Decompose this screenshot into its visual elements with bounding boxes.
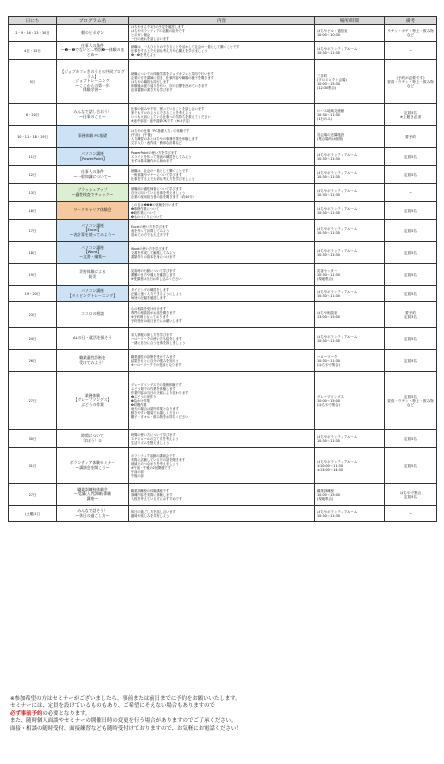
row-date: 13日 [9,184,57,202]
header-date: 日にち [9,17,57,25]
footer-warning: 必ず事前予約 [10,710,43,717]
content-line: 帽子・タオル・飲み物をお持ちください [131,414,189,419]
content-line: 生活リズムを整えましょう [131,440,170,445]
content-line: ※ハローワークでの受診となります [131,362,182,367]
row-program: パソコン講座 【Excel】 〜表計算を使ってみよう〜 [57,220,129,242]
content-line: 仕事をする上で大切な考え方や心構えを学びましょう [131,48,208,53]
row-program: 仕事人の条件 〜一般知識について〜 [57,166,129,184]
venue-line: (1日のみ) [317,116,332,121]
table-row [9,220,437,242]
content-line: ❷袋かけ作業 [131,398,150,403]
table-row [9,184,437,202]
venue-line: 10:30〜11:30 [317,112,340,117]
row-content [129,350,315,372]
row-content [129,42,315,60]
row-program: 事務体験 PC基礎 [57,126,129,148]
venue-line: はちやボランティアルーム [317,188,358,193]
venue-line: (はちやで集合) [317,362,340,367]
content-line: 一緒に自分に合う仕事を探しましょう [131,340,186,345]
row-note: 定員5名 [385,166,437,184]
row-program: みんなで話し合おう！ 〜仕事のこと〜 [57,104,129,126]
row-program: 仕事人の条件 〜❶ー❷でないと…特別❸〜体験のまとめ〜 [57,42,129,60]
schedule-sheet [8,16,436,522]
row-venue [315,60,385,104]
row-note: 定員5名 [385,350,437,372]
row-program: ボランティア体験セミナー 〜講演会を聞こう〜 [57,448,129,484]
table-row [9,166,437,184]
content-line: (午前) (午後) [131,132,152,137]
row-note: 要予約 [385,126,437,148]
content-line: 表を作って計算してみよう [131,228,170,233]
venue-line: はちやボランティアルーム [317,248,358,253]
content-line: 予約受付は前日までにお願いします [131,318,182,323]
row-venue [315,506,385,522]
content-line: はちやの仕事「PC基礎入力」の体験です [131,128,190,133]
schedule-table [8,16,437,522]
table-row [9,350,437,372]
content-line: 休日の過ごし方を話し合います [131,509,176,514]
row-date: 24日 [9,328,57,350]
venue-line: はちやボランティアルーム [317,509,358,514]
content-line: はちやボランティアの活動の紹介です [131,29,185,33]
content-line: ※受講者は当日お申し込みください [131,276,182,281]
row-program: 時間について 学ぼう！① [57,430,129,448]
row-note: 定員5名 [385,148,437,166]
table-row [9,484,437,506]
row-venue [315,372,385,430]
row-date: (土曜)1日 [9,506,57,522]
venue-line: 三井町 [317,73,328,78]
content-line: 仕事をする上で大切な考え方を学びましょう [131,176,195,181]
footer-line-1: ※参加希望の方はセミナーがございましたら、事前または前日までに予約をお願いいたします。 [10,696,241,702]
venue-line: 10:30〜11:30 [317,358,340,363]
content-line: ハローワークの使い方も紹介します [131,336,182,341]
row-venue [315,448,385,484]
header-note: 備考 [385,17,437,25]
content-line: ※途中参加・途中退席OKです（※は予定） [131,118,192,123]
venue-line: はちやボランティアルーム [317,289,358,294]
content-line: グレープソングスでの業務体験です [131,382,182,387]
row-venue [315,484,385,506]
row-program: 職業適性診断を 受けてみよう！ [57,350,129,372]
row-note: 定員5名 [385,242,437,264]
table-row [9,202,437,220]
venue-line: 各会場の近隣施設 [317,132,345,137]
content-line: いつも大切にしている仕事への気持ちを教えてください [131,114,211,119]
venue-line: 10:30〜11:30 [317,156,340,161]
row-venue [315,430,385,448]
content-line: 午後の部 [131,473,144,478]
content-line: タイピングの練習をします [131,287,170,292]
content-line: 趣味や楽しみを共有しよう [131,513,170,518]
row-program: パソコン講座 【タイピングトレーニング】 [57,286,129,302]
row-venue [315,104,385,126]
content-line: Excelの使い方を学びます [131,224,169,229]
row-date: 4日・15日 [9,42,57,60]
footer-notes [10,696,434,733]
content-line: 地域とのつながりを考えましょう [131,461,179,466]
row-content [129,25,315,42]
row-note: 定員5名 [385,328,437,350]
content-line: 専門の相談員がお話を聞きます [131,310,176,315]
row-program: ブラッシュアップ 〜適性検査でチェック〜 [57,184,129,202]
venue-line: 10:30〜11:30 [317,192,340,197]
table-row [9,372,437,430]
content-line: ボランティア活動の講演会です [131,453,176,458]
venue-line: ①10:00〜11:30 [317,463,343,468]
row-program: 災害体験による 防災 [57,264,129,286]
row-venue [315,328,385,350]
row-note: はちやで集合 定員5名 [385,484,437,506]
row-date: 26日 [9,350,57,372]
venue-line: 10:30〜11:30 [317,210,340,215]
venue-line: (現地集合) [317,496,334,501]
content-line: 仕事の悩みや不安、困っていることを話し合います [131,106,205,111]
table-header-row [9,17,437,25]
content-line: 避難の仕方や備えを確認します [131,272,176,277]
row-note: − [385,506,437,522]
content-line: 時間の使い方について学びます [131,432,176,437]
content-line: はちやさんで1日の予定を確認します [131,25,185,29]
venue-line: はちやボランティアルーム [317,152,358,157]
row-venue [315,350,385,372]
venue-line: 10:00〜15:00 [317,492,340,497]
row-content [129,264,315,286]
row-note: 定員5名 [385,264,437,286]
row-venue [315,25,385,42]
content-line: 入力練習のあとはちやの事務作業を体験します [131,136,198,141]
content-line: 実際に活動している方の話を聞きます [131,457,186,462]
row-content [129,430,315,448]
row-date: 27日 [9,484,57,506]
content-line: 訓練内容を実際に体験します [131,492,173,497]
row-note: 定員5名 昼食・ウチン・特上・飲み物など [385,372,437,430]
content-line: ❶〜❸を考えよう [131,52,156,57]
row-note: 定員5名 [385,286,437,302]
row-date: 27日 [9,372,57,430]
content-line: まずは基本操作から始めます [131,158,173,163]
row-date: 31日 [9,448,57,484]
row-note: − [385,184,437,202]
venue-line: (集合場所は個別) [317,136,344,141]
row-note: − [385,42,437,60]
table-row [9,25,437,42]
row-date: 18日 [9,242,57,264]
row-content [129,126,315,148]
content-line: 就職は、社会の一員として働くことです [131,168,189,173]
venue-line: 13:00〜15:00 [317,314,340,319]
footer-line-3-text: の必要となります。 [42,710,91,717]
content-line: ❷軽作業について [131,210,157,215]
table-row [9,104,437,126]
venue-line: はちやビル・通信室 [317,29,348,33]
row-program: 業務体験 【グレープソングス】 ぶどうの作業 [57,372,129,430]
venue-line: 10:00〜10:30 [317,33,340,37]
content-line: はちやの職員も同行します [131,79,170,84]
header-content: 内容 [129,17,315,25]
content-line: 心の相談を受け付けます [131,306,167,311]
venue-line: (現地集合) [317,276,334,281]
row-program: 【ジョブカフェきのうとの共同プログラム】 ジョブトレーニング 〜ここからの第一歩 体験学習〜 [57,60,129,104]
table-row [9,60,437,104]
row-content [129,506,315,522]
table-row [9,328,437,350]
content-line: ❶事務作業について [131,206,160,211]
row-content [129,220,315,242]
content-line: ※予約制となっております [131,314,169,319]
row-content [129,286,315,302]
table-row [9,430,437,448]
row-date: 2・9・16・23・30日 [9,25,57,42]
row-venue [315,42,385,60]
row-venue [315,126,385,148]
content-line: 企業の採用担当者の話を聞きます（約40分） [131,194,196,199]
row-program: ココロの相談 [57,302,129,328]
venue-line: 10:30〜11:30 [317,272,340,277]
venue-line: (12:30集合) [317,85,337,90]
content-line: 午前の部 [131,469,144,474]
venue-line: 10:30〜11:30 [317,293,340,298]
content-line: 就職前の適性検査について学びます [131,186,182,191]
footer-line-2: セミナーには、定員を設けているものもあり、ご希望にそえない場合もありますので [10,703,215,710]
header-venue: 場所/時間 [315,17,385,25]
content-line: 就職は、一人ひとりのできることを活かして社会の一員として働くことです [131,44,240,49]
row-venue [315,166,385,184]
content-line: 求人情報の探し方を学びます [131,332,173,337]
row-program: パソコン講座 【PowerPoint】 [57,148,129,166]
venue-line: はちやボランティアルーム [317,206,358,211]
row-note: (予約が必要です) 昼食・ウチン・特上・飲み物など [385,60,437,104]
content-line: 応募書類の書き方も学びます [131,87,173,92]
content-line: 文字入力・表作成・簡単な計算など [131,140,182,145]
footer-line-4: また、随時個人面談やセミナーの開催日時の変更を行う場合がありますのでご了承ください。 [10,718,237,725]
content-line: スライドを作って発表の練習をしてみよう [131,154,192,159]
content-line: ※午前・午後の2回開催です [131,465,171,470]
row-date: 5日 [9,60,57,104]
row-venue [315,286,385,302]
content-line: ヒポガン朝会 [131,33,151,37]
table-row [9,286,437,302]
venue-line: 10:00〜15:30 [317,81,340,86]
row-note: ウチン・ボチ・特上・飲み物など [385,25,437,42]
content-line: ❸ものづくりについて [131,214,163,219]
content-line: 結果をもとに自分の強みを知ろう [131,358,179,363]
content-line: 作業内容は当日の天候により変わります [131,390,189,395]
row-program: ワークキャリア体験会 [57,202,129,220]
content-line: 書類作りの基本を身につけます [131,254,176,259]
row-note: 定員5名 [385,220,437,242]
row-date: 16日 [9,202,57,220]
row-date: 17日 [9,220,57,242]
content-line: 体験後は振り返りを行い、次の目標を決めていきます [131,83,208,88]
content-line: ❸収穫作業 [131,402,147,407]
content-line: PowerPointの使い方を学びます [131,150,178,155]
row-program: パソコン講座 【Word】 〜文書・編集〜 [57,242,129,264]
venue-line: はちやボランティアルーム [317,226,358,231]
venue-line: ②13:00〜14:30 [317,467,343,472]
content-line: 職業訓練校の体験講座です [131,488,170,493]
content-line: 雨天の場合は屋内作業となります [131,406,179,411]
content-line: 家でもプロのようにできることを考えよう [131,110,192,115]
content-line: Wordの使い方を学びます [131,246,168,251]
row-program: 職業訓練校体験会 〜受講(入門訓練)体験 講座〜 [57,484,129,506]
content-line: 就職についての体験学習をジョブカフェと共同で行います [131,71,214,76]
row-content [129,484,315,506]
venue-line: 10:30〜11:30 [317,174,340,179]
row-venue [315,148,385,166]
venue-line: 10:30〜11:30 [317,230,340,235]
row-date: 12日 [9,166,57,184]
content-line: 初めての方でも大丈夫です [131,232,170,237]
row-content [129,60,315,104]
content-line: 災害時の行動について学びます [131,268,176,273]
content-line: 文書を作成して編集してみよう [131,250,176,255]
table-row [9,148,437,166]
row-note: 定員5名 [385,202,437,220]
footer-line-5: 面接・相談の随時受付、面接練習なども随時受付けておりますので、お気軽にお電話ください！ [10,725,242,732]
content-line: ❶ぶどうの房作り [131,394,157,399]
venue-line: はちやボランティアルーム [317,46,358,51]
table-row [9,242,437,264]
row-note: 定員5名 ※上履き必須 [385,104,437,126]
content-line: 職業適性の診断を受けてみます [131,354,176,359]
row-date: 11日 [9,148,57,166]
content-line: 自分に向いている仕事を考えましょう [131,190,186,195]
content-line: 一般常識やマナーについて学びます [131,172,182,177]
row-program: みんなで話そう！ 〜休日の過ごし方〜 [57,506,129,522]
row-venue [315,220,385,242]
venue-line: 10:00〜15:00 [317,398,340,403]
row-date: 19日 [9,264,57,286]
venue-line: 10:30〜11:30 [317,50,340,55]
row-content [129,242,315,264]
row-date: 23日 [9,302,57,328]
content-line: ぶどう畑での作業を体験します [131,386,176,391]
content-line: 毎回の記録を確認します [131,295,167,300]
row-venue [315,202,385,220]
content-line: 一日の流れを話し合います [131,37,170,41]
venue-line: いバス地域交流館 [317,108,345,113]
venue-line: 職業訓練校 [317,488,334,493]
content-line: 企業の方を講師に招き、仕事内容や職場の様子を聞きます [131,75,214,80]
row-content [129,184,315,202]
table-row [9,302,437,328]
venue-line: グレープソングス [317,394,344,399]
row-note: 要予約 定員3名 [385,302,437,328]
table-row [9,126,437,148]
venue-line: はちや相談室 [317,310,338,315]
row-content [129,328,315,350]
row-program: 朝のヒポガン [57,25,129,42]
venue-line: はちやボランティアルーム [317,434,358,439]
venue-line: 10:30〜11:30 [317,513,340,518]
row-content [129,448,315,484]
row-date: 30日 [9,430,57,448]
row-note: 定員5名 [385,430,437,448]
row-date: 10・11・18・19日 [9,126,57,148]
venue-line: (はちやで集合) [317,402,340,407]
row-content [129,166,315,184]
venue-line: (プロジェクト会場) [317,77,347,82]
content-line: 正確に速く入力できるようにしよう [131,291,182,296]
venue-line: 10:30〜11:30 [317,338,340,343]
content-line: この日は❶❷❸の体験を行います [131,202,178,207]
content-line: スケジュールの立て方を考えよう [131,436,179,441]
table-row [9,506,437,522]
venue-line: はちやボランティアルーム [317,334,358,339]
venue-line: 災害センター [317,268,338,273]
venue-line: はちやボランティアルーム [317,170,358,175]
row-content [129,148,315,166]
table-row [9,42,437,60]
row-content [129,202,315,220]
venue-line: 10:30〜11:30 [317,438,340,443]
content-line: 動きやすい服装でお越しください [131,410,179,415]
table-row [9,448,437,484]
row-venue [315,264,385,286]
venue-line: はちやボランティアルーム [317,459,358,464]
row-content [129,104,315,126]
content-line: 入校を考えている方におすすめです [131,496,183,501]
table-row [9,264,437,286]
row-date: 19・20日 [9,286,57,302]
row-note: 定員5名 [385,448,437,484]
row-venue [315,302,385,328]
row-date: 6・20日 [9,104,57,126]
row-content [129,372,315,430]
row-program: ALの日・就活を探そう [57,328,129,350]
venue-line: 10:30〜11:30 [317,252,340,257]
row-content [129,302,315,328]
row-venue [315,184,385,202]
venue-line: ハローワーク [317,354,338,359]
header-program: プログラム名 [57,17,129,25]
row-venue [315,242,385,264]
